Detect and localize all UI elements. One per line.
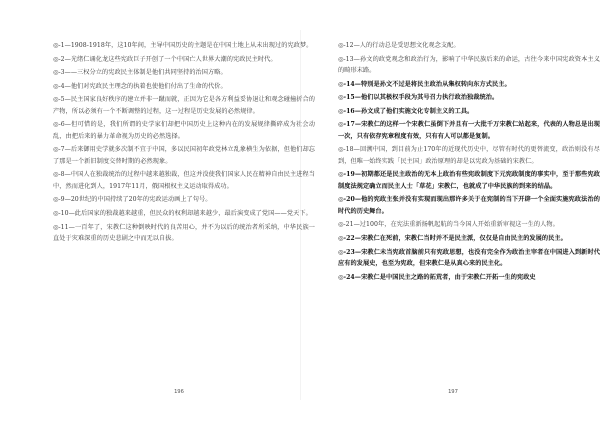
paragraph: ◎-19—初期都还是民主政治的无本上政治有些宪政制度下元宪政制度的事实中，至于那些宪政制度法规定确立而民主人士「草花」宋教仁，也就成了中华民族的到来的结晶。 — [338, 171, 600, 190]
paragraph: ◎-21—过100年，在宪法重新扬帆起航的当今国人开始重新审视这一生的人物。 — [338, 221, 559, 229]
page-number: 196 — [174, 389, 184, 395]
paragraph: ◎-22—宋教仁在死前，宋教仁当时并不是民主派，仅仅是自由民主的发展的民主。 — [338, 234, 567, 242]
paragraph: ◎-14—特别是孙文不过是将民主政治从集权转向东方式民主。 — [338, 80, 511, 88]
paragraph: ◎-18—回溯中国，到目前为止170年的近现代历史中，尽管有时代的更替流变，政治则没有尽到，但唯一始终实践「民主国」政治原理的却是以宪政为基础的宋教仁。 — [338, 146, 600, 165]
paragraph: ◎-8—中国人在独裁统治的过程中越来越独裁，但这并没使我们国家人民在精神自由民主进程当中，然而进化到人，1917年11月，俄国根权主义运动取得成功。 — [53, 171, 315, 190]
paragraph: ◎-20—他的宪政主张并没有实现而现出那许多关于在宪制的当下开辟一个全面实施宪政法治的时代的历史舞台。 — [338, 196, 600, 215]
paragraph: ◎-24—宋教仁是中国民主之路的拓荒者，由于宋教仁开拓一生的宪政史 — [338, 273, 536, 281]
right-page — [338, 40, 600, 285]
paragraph: ◎-23—宋教仁未当宪政首脑前只有宪政思想，也没有完全作为政治主宰者在中国进入到新时代应有的发展史，也至为宪政，但宋教仁是从真心来的民主化。 — [338, 248, 600, 267]
paragraph: ◎-9—20世纪的中国持续了20年的宪政运动画上了句号。 — [53, 196, 212, 204]
paragraph: ◎-5—民主国家良好秩序的建立并非一蹴而就，正因为它是各方利益妥协退让和观念碰撞折合的产物，所以必须有一个不断调整的过程，这一过程是历史发展的必然规律。 — [53, 96, 315, 115]
paragraph: ◎-11—一百年了，宋教仁这种倒映时代的良苦用心，并不为以后的统治者所采纳，中华民族一直处于灾难深重的历史悲剧之中而无以自拔。 — [53, 223, 315, 242]
paragraph: ◎-4—他们对宪政民主理念的执着也使他们付出了生命的代价。 — [53, 82, 227, 90]
paragraph: ◎-15—他们以其极权手段为其号召力执行政治独裁统治。 — [338, 94, 499, 102]
paragraph: ◎-12—人的行动总是受思想文化观念支配。 — [338, 42, 460, 49]
paragraph: ◎-7—后来御用史学就多次制不宜于中国，多以民国初年政党林立乱象横生为依据，但他们却忘了那是一个新旧制度交替时期的必然现象。 — [53, 146, 315, 165]
paragraph: ◎-1—1908-1918年，这10年间，主导中国历史的主题是在中国土地上从未出现过的宪政梦。 — [53, 42, 313, 49]
page-number: 197 — [448, 389, 458, 395]
paragraph: ◎-13—孙文的政党观念和政治行为，影响了中华民族后来的命运，古往今来中国宪政资本主义的畸形末路。 — [338, 55, 600, 74]
paragraph: ◎-3——三权分立的宪政民主体制是他们共同坚持的治国方略。 — [53, 69, 227, 77]
paragraph: ◎-16—孙文成了他们实施文化专制主义的工具。 — [338, 107, 474, 115]
paragraph: ◎-2—光绪仁诵化龙这些宪政巨子开创了一个中国亡人世界大潮的宪政民主时代。 — [53, 55, 277, 63]
paragraph: ◎-17—宋教仁的这样一个宋教仁虽倒下并且有一大批千万宋教仁站起来，代表的人物总是出现一次，只有依存宪章程度有效，只有有人可以都是复制。 — [338, 121, 600, 140]
paragraph: ◎-6—但可惜的是，我们所谓的史学家们却把中国历史上这种内在的发展规律撕碎成为社会动乱，由把后来的暴力革命视为历史的必然选择。 — [53, 121, 315, 140]
paragraph: ◎-10—此后国家的独裁越来越重，但民众的权利却越来越少，最后演变成了党国——党天下。 — [53, 209, 312, 217]
left-page — [53, 40, 315, 247]
